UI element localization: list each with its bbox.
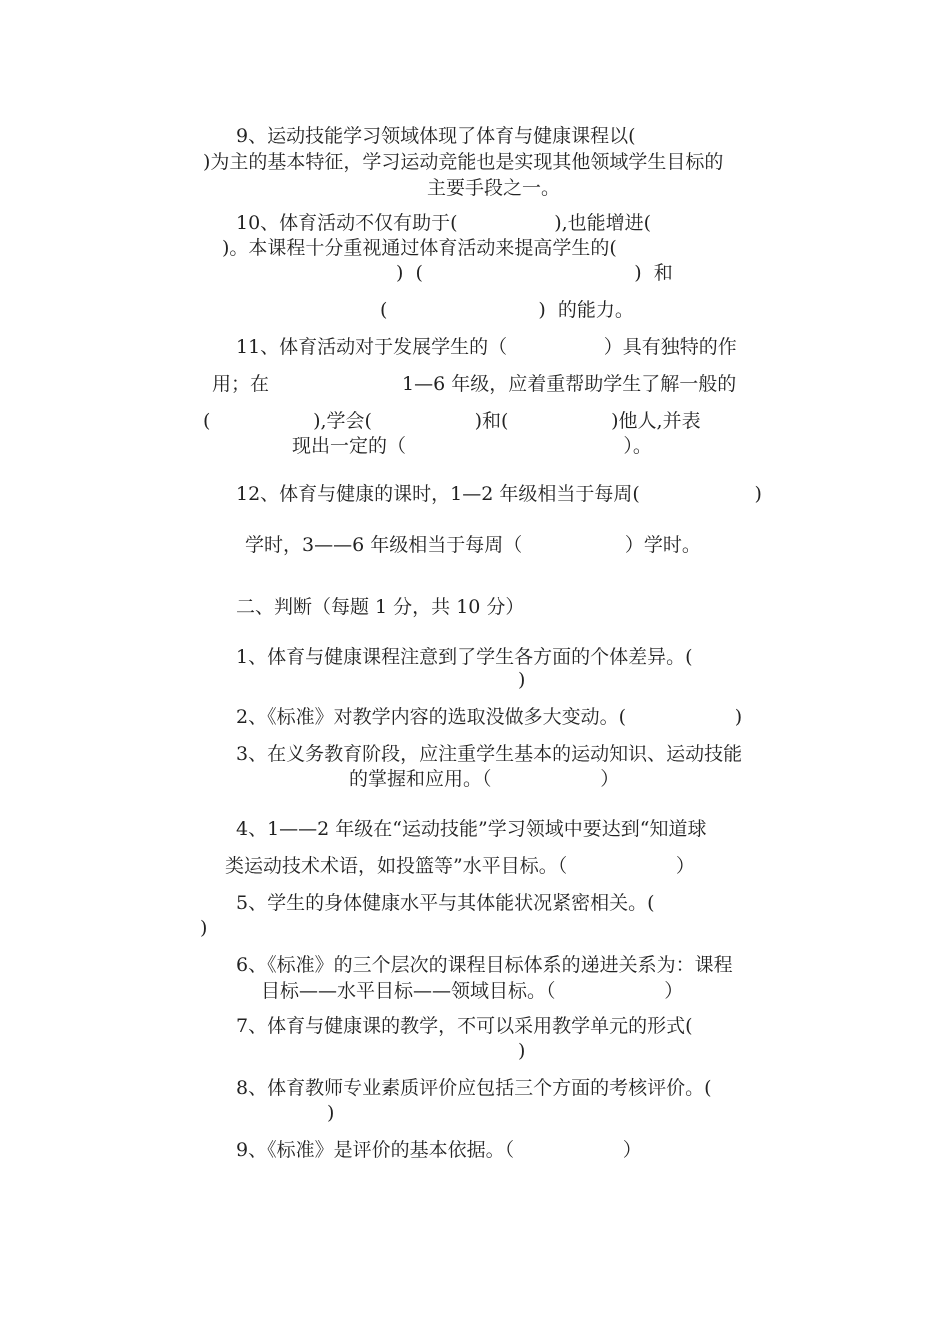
judge-item-2-line1: 2、《标准》对教学内容的选取没做多大变动。( ) bbox=[236, 706, 743, 728]
judge-item-4-line1: 4、1——2 年级在“运动技能”学习领域中要达到“知道球 bbox=[236, 818, 707, 840]
q9-line3: 主要手段之一。 bbox=[427, 177, 561, 199]
q11-line2a: 用；在 bbox=[212, 373, 270, 395]
q10-line2: )。本课程十分重视通过体育活动来提高学生的( bbox=[222, 237, 617, 259]
q12-line1: 12、体育与健康的课时，1—2 年级相当于每周( ) bbox=[236, 483, 762, 505]
q11-line4: 现出一定的（ ）。 bbox=[292, 435, 652, 457]
judge-item-4-line2: 类运动技术术语，如投篮等”水平目标。（ ） bbox=[225, 855, 695, 877]
judge-item-3-line2: 的掌握和应用。（ ） bbox=[349, 768, 620, 790]
judge-item-3-line1: 3、在义务教育阶段，应注重学生基本的运动知识、运动技能 bbox=[236, 743, 743, 765]
q10-line1: 10、体育活动不仅有助于( ),也能增进( bbox=[236, 212, 652, 234]
judge-item-1-line2: ) bbox=[518, 669, 526, 691]
judge-item-5-line2: ) bbox=[200, 917, 208, 939]
judge-item-1-line1: 1、体育与健康课程注意到了学生各方面的个体差异。( bbox=[236, 646, 693, 668]
section-heading-judge: 二、判断（每题 1 分，共 10 分） bbox=[236, 596, 525, 618]
q12-line2: 学时，3——6 年级相当于每周（ ）学时。 bbox=[245, 534, 701, 556]
q9-line2: )为主的基本特征，学习运动竞能也是实现其他领域学生目标的 bbox=[203, 151, 724, 173]
q11-line1: 11、体育活动对于发展学生的（ ）具有独特的作 bbox=[236, 336, 737, 358]
judge-item-7-line2: ) bbox=[518, 1040, 526, 1062]
q11-line3: ( ),学会( )和( )他人,并表 bbox=[203, 410, 701, 432]
q11-line2b: 1—6 年级，应着重帮助学生了解一般的 bbox=[402, 373, 737, 395]
judge-item-7-line1: 7、体育与健康课的教学，不可以采用教学单元的形式( bbox=[236, 1015, 693, 1037]
judge-item-8-line2: ) bbox=[327, 1102, 335, 1124]
q10-line3: ) ( ) 和 bbox=[396, 262, 673, 284]
judge-item-9-line1: 9、《标准》是评价的基本依据。（ ） bbox=[236, 1139, 642, 1161]
judge-item-5-line1: 5、学生的身体健康水平与其体能状况紧密相关。( bbox=[236, 892, 655, 914]
q9-line1: 9、运动技能学习领域体现了体育与健康课程以( bbox=[236, 125, 636, 147]
judge-item-6-line1: 6、《标准》的三个层次的课程目标体系的递进关系为：课程 bbox=[236, 954, 733, 976]
judge-item-8-line1: 8、体育教师专业素质评价应包括三个方面的考核评价。( bbox=[236, 1077, 712, 1099]
judge-item-6-line2: 目标——水平目标——领域目标。（ ） bbox=[261, 980, 684, 1002]
q10-line4: ( ) 的能力。 bbox=[380, 299, 634, 321]
